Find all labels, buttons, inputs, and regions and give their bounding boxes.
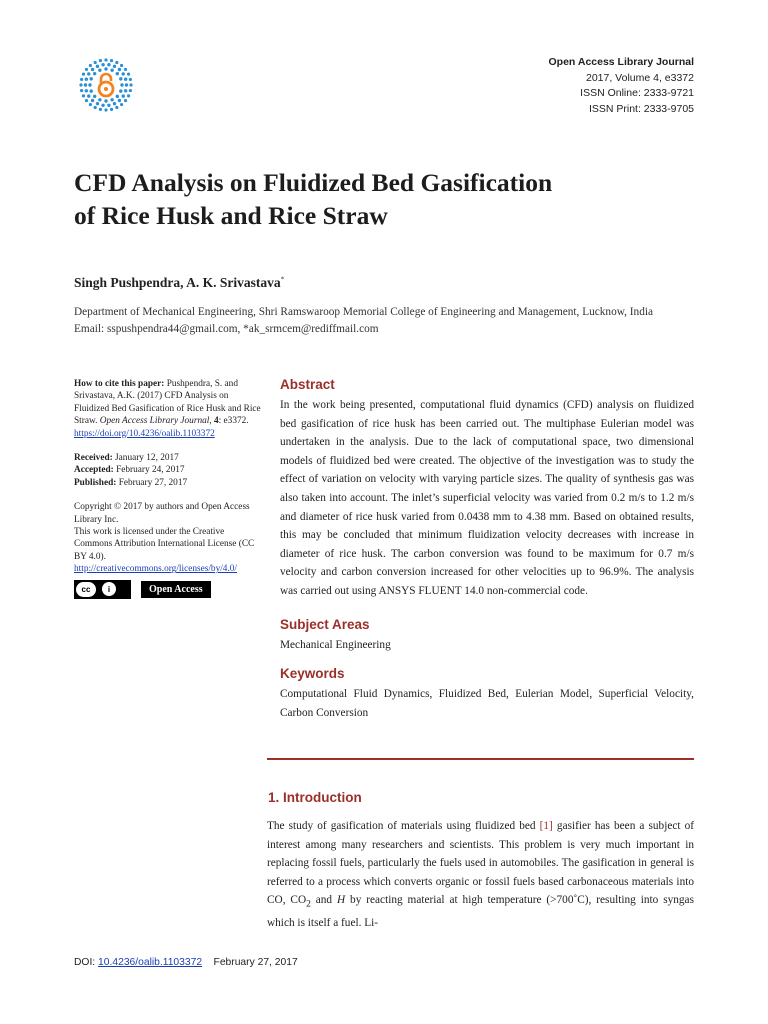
intro-part-a: The study of gasification of materials using fluidized bed (267, 820, 536, 832)
reference-1[interactable]: [1] (539, 820, 553, 832)
issn-print: ISSN Print: 2333-9705 (588, 102, 694, 115)
subject-areas-heading: Subject Areas (280, 616, 370, 632)
affiliation-block (74, 304, 714, 338)
journal-name: Open Access Library Journal (548, 56, 694, 68)
open-access-lock-icon (78, 57, 134, 113)
accepted-label: Accepted: (74, 465, 114, 476)
cc-by-badge[interactable] (74, 580, 131, 599)
h-italic: H (336, 894, 346, 907)
footer-doi-link[interactable]: 10.4236/oalib.1103372 (98, 957, 203, 968)
cite-volume: 4 (213, 416, 219, 427)
introduction-heading: 1. Introduction (268, 790, 362, 805)
journal-volume: 2017, Volume 4, e3372 (585, 71, 694, 84)
title-line-2: of Rice Husk and Rice Straw (74, 201, 388, 230)
cite-end: : e3372. (218, 416, 249, 427)
accepted-row (74, 464, 264, 476)
by-icon: i (102, 582, 116, 596)
accepted-date: February 24, 2017 (116, 465, 185, 476)
license-link[interactable]: http://creativecommons.org/licenses/by/4.0/ (74, 564, 238, 575)
corresponding-mark: * (280, 275, 285, 284)
paper-title (74, 166, 694, 232)
intro-part-b: gasifier has been a subject of interest among many researchers and scientists. This problem is very much important in replacing fossil fuels, particularly the fuels used in automobiles. The gasification in general is referred to a process which converts organic or fossil fuels based carbonaceous materials into CO, CO (267, 820, 695, 907)
doi-link[interactable]: https://doi.org/10.4236/oalib.1103372 (74, 428, 215, 439)
published-row (74, 477, 264, 489)
email: Email: sspushpendra44@gmail.com, *ak_srmcem@rediffmail.com (74, 323, 379, 335)
published-label: Published: (74, 477, 117, 488)
keywords-text: Computational Fluid Dynamics, Fluidized Bed, Eulerian Model, Superficial Velocity, Carbon Conversion (280, 688, 694, 719)
open-access-badge: Open Access (141, 581, 211, 598)
received-row (74, 452, 264, 464)
received-date: January 12, 2017 (115, 453, 179, 464)
footer (74, 957, 298, 968)
cc-icon: cc (76, 582, 96, 597)
authors (74, 275, 284, 291)
journal-info (549, 55, 695, 117)
license-text: This work is licensed under the Creative Commons Attribution International License (CC BY 4.0). (74, 527, 255, 562)
sidebar (74, 378, 264, 599)
footer-doi-label: DOI: (74, 957, 96, 968)
badges (74, 580, 264, 599)
citation (74, 378, 264, 428)
abstract-heading: Abstract (280, 377, 335, 392)
introduction-text (267, 817, 694, 933)
co2-subscript: 2 (306, 899, 311, 910)
main-column (280, 377, 694, 722)
title-line-1: CFD Analysis on Fluidized Bed Gasification (74, 168, 553, 197)
cite-label: How to cite this paper: (74, 379, 165, 389)
cite-journal: Open Access Library Journal, (99, 416, 212, 427)
subject-areas-text: Mechanical Engineering (280, 638, 391, 651)
cite-text: Pushpendra, S. and Srivastava, A.K. (2017) CFD Analysis on Fluidized Bed Gasification of Rice Husk and Rice Straw. (74, 379, 261, 427)
published-date: February 27, 2017 (118, 477, 188, 488)
footer-date: February 27, 2017 (213, 957, 298, 968)
received-label: Received: (74, 453, 113, 464)
authors-names: Singh Pushpendra, A. K. Srivastava (74, 275, 281, 290)
keywords-heading: Keywords (280, 666, 345, 682)
copyright: Copyright © 2017 by authors and Open Access Library Inc. (74, 502, 250, 525)
intro-part-c: and (310, 894, 337, 907)
affiliation: Department of Mechanical Engineering, Shri Ramswaroop Memorial College of Engineering and Management, Lucknow, India (74, 306, 653, 318)
abstract-text: In the work being presented, computational fluid dynamics (CFD) analysis on fluidized bed gasification of rice husk has been carried out. The multiphase Eulerian model was undertaken in the analysis. Due to the lack of computational space, two dimensional models of fluidized bed were created. The objective of the investigation was to study the effect of variation on velocity with varying particle sizes. The quality of synthesis gas was also taken into account. The inlet’s superficial velocity was varied from 0.2 m/s to 1.2 m/s and diameter of rice husk varied from 0.0438 mm to 4.38 mm. Based on obtained results, this may be concluded that minimum fluidization velocity decreases with increase in diameter of rice husk. The carbon conversion was found to be maximum for 0.7 m/s velocity and carbon conversion increased for other velocities up to 96.9%. The analysis was carried out using ANSYS FLUENT 14.0 non-commercial code. (280, 399, 694, 597)
section-divider (267, 758, 694, 760)
issn-online: ISSN Online: 2333-9721 (580, 87, 694, 99)
intro-part-d: by reacting material at high temperature (>700˚C), resulting into syngas which is itself a fuel. Li- (267, 894, 694, 930)
